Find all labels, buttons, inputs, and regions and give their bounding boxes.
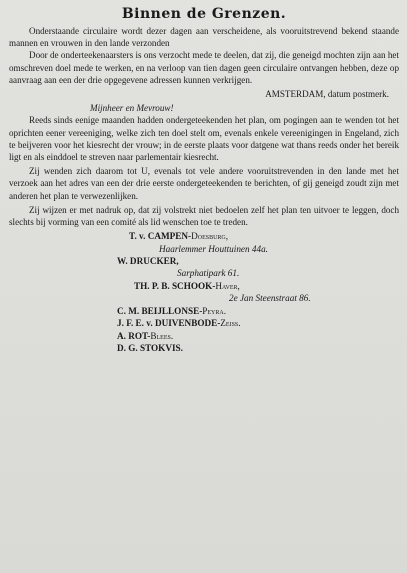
signatory-name: W. DRUCKER,	[117, 256, 179, 267]
signatory-name: J. F. E. v. DUIVENBODE-Zeiss.	[117, 318, 241, 329]
intro-paragraph-2: Door de onderteekenaarsters is ons verzocht mede te deelen, dat zij, die geneigd mochten zijn aan het omschreven doel mede te werken, en na verloop van tien dagen geen circulaire ontvangen hebben, deze op aanvraag aan een der drie opgegevene adressen kunnen verkrijgen.	[9, 50, 399, 85]
place-date-line: AMSTERDAM, datum postmerk.	[265, 89, 389, 100]
intro-paragraph-1: Onderstaande circulaire wordt dezer dagen aan verscheidene, als vooruitstrevend bekend staande mannen en vrouwen in den lande verzonden	[9, 26, 399, 49]
signature-block	[9, 230, 399, 354]
body-paragraph-2: Zij wenden zich daarom tot U, evenals tot vele andere vooruitstrevenden in den lande met het verzoek aan het adres van een der drie eerste ondergeteekenden te berichten, of gij geneigd zoudt zijn met anderen het plan te verwezenlijken.	[9, 166, 399, 201]
signatory-address: 2e Jan Steenstraat 86.	[229, 293, 311, 304]
signatory-name: D. G. STOKVIS.	[117, 342, 183, 353]
salutation: Mijnheer en Mevrouw!	[90, 103, 174, 114]
signatory-name: T. v. CAMPEN-Doesburg,	[129, 231, 229, 242]
signatory-address: Sarphatipark 61.	[177, 268, 240, 279]
signatory-name: TH. P. B. SCHOOK-Haver,	[134, 280, 240, 291]
signatory-name: A. ROT-Blees.	[117, 330, 174, 341]
signatory-name: C. M. BEIJLLONSE-Peyra.	[117, 305, 227, 316]
article-title: Binnen de Grenzen.	[121, 6, 287, 22]
body-paragraph-1: Reeds sinds eenige maanden hadden ondergeteekenden het plan, om pogingen aan te wenden tot het oprichten eener vereeniging, welke zich ten doel stelt om, evenals enkele vereenigingen in Engeland, zich te beijveren voor het kiesrecht der vrouw; in de eerste plaats voor datgene wat thans reeds onder het bereik ligt en als einddoel te streven naar parlementair kiesrecht.	[9, 115, 399, 163]
signatory-address: Haarlemmer Houttuinen 44a.	[159, 243, 268, 254]
body-paragraph-3: Zij wijzen er met nadruk op, dat zij volstrekt niet bedoelen zelf het plan ten uitvoer te leggen, doch slechts bij vorming van een comité als lid wenschen toe te treden.	[9, 204, 399, 228]
